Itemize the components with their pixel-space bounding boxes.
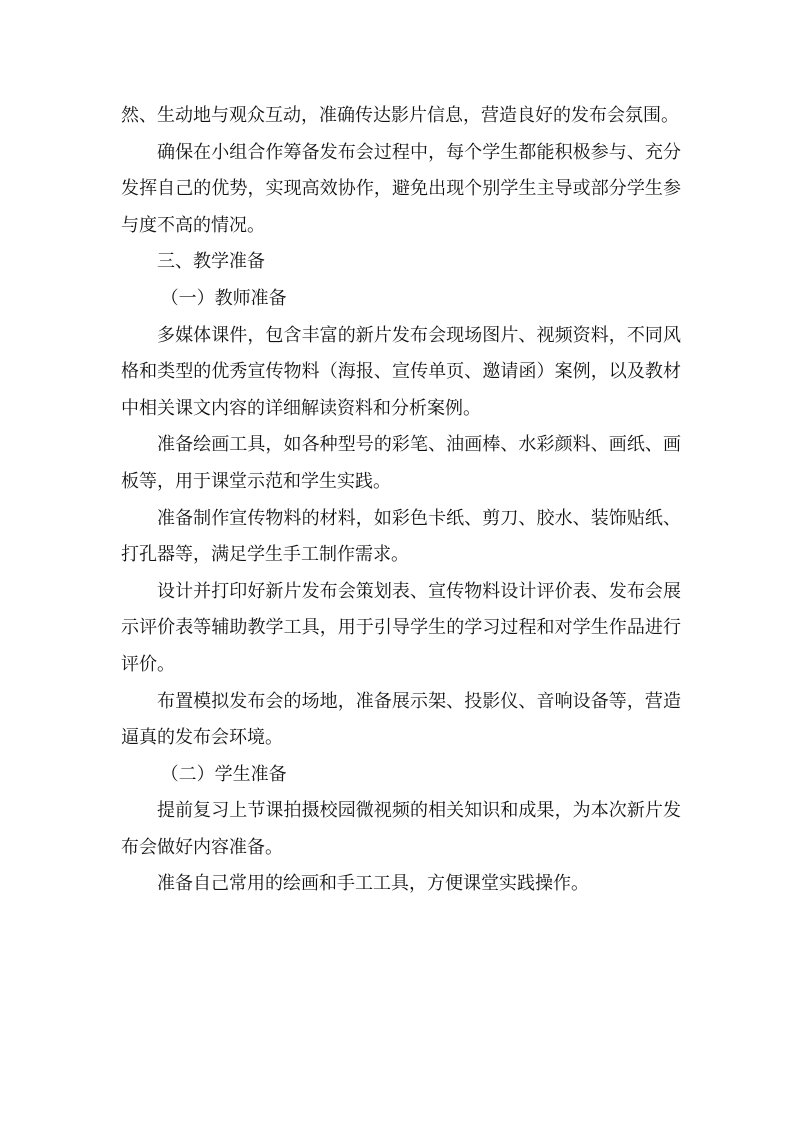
paragraph-materials: 准备制作宣传物料的材料，如彩色卡纸、剪刀、胶水、装饰贴纸、打孔器等，满足学生手工制作需求。: [121, 507, 681, 566]
paragraph-venue: 布置模拟发布会的场地，准备展示架、投影仪、音响设备等，营造逼真的发布会环境。: [121, 690, 681, 749]
paragraph-continuation: 然、生动地与观众互动，准确传达影片信息，营造良好的发布会氛围。: [121, 105, 679, 126]
paragraph-student-tools: 准备自己常用的绘画和手工工具，方便课堂实践操作。: [157, 873, 589, 895]
paragraph-evaluation-forms: 设计并打印好新片发布会策划表、宣传物料设计评价表、发布会展示评价表等辅助教学工具，用于引导学生的学习过程和对学生作品进行评价。: [121, 580, 681, 675]
subsection-heading-student-preparation: （二）学生准备: [160, 763, 287, 785]
paragraph-review: 提前复习上节课拍摄校园微视频的相关知识和成果，为本次新片发布会做好内容准备。: [121, 800, 681, 858]
paragraph-multimedia: 多媒体课件，包含丰富的新片发布会现场图片、视频资料，不同风格和类型的优秀宣传物料（海报、宣传单页、邀请函）案例，以及教材中相关课文内容的详细解读资料和分析案例。: [121, 324, 681, 419]
subsection-heading-teacher-preparation: （一）教师准备: [160, 287, 287, 309]
section-heading-teaching-preparation: 三、教学准备: [157, 251, 265, 273]
paragraph-drawing-tools: 准备绘画工具，如各种型号的彩笔、油画棒、水彩颜料、画纸、画板等，用于课堂示范和学生实践。: [121, 434, 681, 492]
paragraph-collaboration: 确保在小组合作筹备发布会过程中，每个学生都能积极参与、充分发挥自己的优势，实现高效协作，避免出现个别学生主导或部分学生参与度不高的情况。: [121, 141, 681, 236]
document-body: [121, 98, 681, 903]
